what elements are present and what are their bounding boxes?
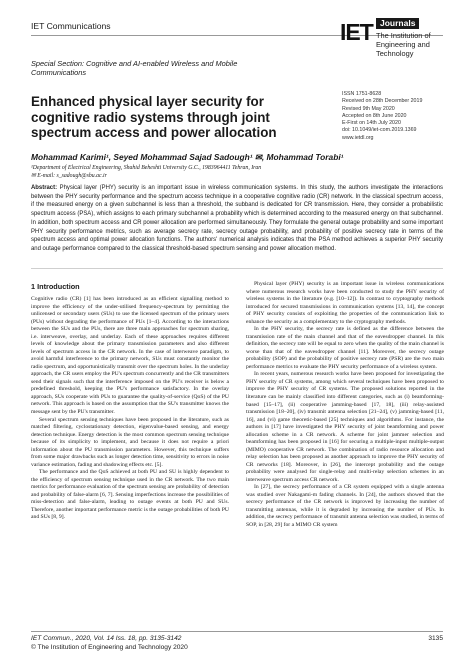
corresponding-email[interactable]: ✉ E-mail: s_sadough@sbu.ac.ir [31,172,107,179]
author-list: Mohammad Karimi¹, Seyed Mohammad Sajad Sadough¹ ✉, Mohammad Torabi¹ [31,152,344,162]
footer-rule [31,631,443,632]
body-paragraph: Cognitive radio (CR) [1] has been introduced as an efficient signalling method to improve the efficiency of the under-utilised frequency-spectrum by permitting the unlicensed or secondary users (SUs) to use the licensed spectrum of the primary users (PUs) without degrading the performance of PUs [1–4]. According to the interactions between the SUs and the PUs, there are three main approaches for spectrum sharing, i.e. interweave, overlay, and underlay. Each of these approaches requires different levels of knowledge about the primary transmission parameters and also different levels of spectrum access in the CR network. In the case of interweave paradigm, to avoid harmful interference to the primary network, SUs must constantly monitor the radio spectrum, and opportunistically transmit over the spectrum holes. In the underlay approach, the CR users employ the PU's spectrum concurrently and the CR transmitters send their signals such that the interference imposed on the PU's receiver is below a predefined threshold, keeping the PU's performance satisfactory. In the overlay approach, SUs cooperate with PUs to guarantee the quality-of-service (QoS) of the PU network. This approach is based on the assumption that the SU's transmitter knows the message sent by the PU's transmitter. [31,296,229,415]
right-column [246,281,444,530]
issn: ISSN 1751-8628 [342,91,382,97]
website[interactable]: www.ietdl.org [342,134,374,141]
journal-name: IET Communications [31,21,111,31]
body-paragraph: Several spectrum sensing techniques have been proposed in the literature, such as matched filtering, cyclostationary detection, eigenvalue-based sensing, and energy detection technique. Energy detection is the most common spectrum sensing technique because of its simplicity to implement, and because it does not require a priori information about the PU transmission parameters. However, this technique suffers from some major drawbacks such as longer detection time, sensitivity to errors in noise variance estimation, fading and shadowing effects etc. [5]. [31,416,229,468]
citation: IET Commun., 2020, Vol. 14 Iss. 18, pp. 3135-3142 [31,635,182,642]
body-paragraph: In recent years, numerous research works have been proposed for investigating the PHY security of CR systems, among which several techniques have been proposed to improve the PHY security of CR systems. The proposed solutions reported in the literature can be mainly classified into different categories, such as (i) beamforming-based [15–17], (ii) cooperative jamming-based [17, 18], (iii) relay-assisted transmission [18–20], (iv) transmit antenna selection [21–24], (v) jamming-based [11, 16], and (vi) game theoretic-based [25] techniques and algorithms. For instance, the authors in [17] have investigated the PHY security of joint beamforming and power allocation scheme in a CR network. A scheme for joint jammer selection and beamforming has been proposed in [16] for securing a multiple-input multiple-output (MIMO) cooperative CR network. The combination of radio resource allocation and relay selection has been proposed as another approach to improve the PHY security of CR networks [18]. Moreover, in [26], the intercept probability and the outage probability were analysed for single-relay and multi-relay selection schemes in an interweave spectrum access CR network. [246,371,444,483]
abstract-text: Physical layer (PHY) security is an important issue in wireless communication systems. In this study, the authors investigate the interactions between the PHY security performance and the spectrum access technique in a cooperative cognitive radio (CR) network. In the classical spectrum access, if the measured energy on a given subchannel is less than a threshold, the subband is dedicated for CR transmission. Here, they consider a probabilistic spectrum access (PSA), which assigns to each primary subchannel a probability which is determined according to the measured energy on that subchannel. In addition, both spectrum access and CR power allocation are performed simultaneously. They formulate the general outage probability and some important PHY security performance metrics, such as average secrecy rate, secrecy outage probability, and probability of positive secrecy rate in terms of the spectrum access and optimal power allocation functions. The authors' numerical analysis indicates that the PSA method achieves a superior PHY security and outage performance compared to the classical threshold-based spectrum sensing and power allocation method. [31,185,444,252]
page-footer [31,635,443,652]
left-column [31,282,229,522]
journals-tag: Journals [376,18,419,29]
body-paragraph: In [27], the secrecy performance of a CR system equipped with a single antenna was studied over Nakagami-m fading channels. In [24], the authors showed that the secrecy performance of the CR network is improved by increasing the number of transmitting antennas, while it is degraded by increasing the number of PUs. In addition, the secrecy performance of transmit antenna selection was studied, in terms of SOP, in [28, 29] for a MIMO CR system [246,484,444,528]
doi[interactable]: doi: 10.1049/iet-com.2019.1369 [342,127,417,134]
section-heading: 1 Introduction [31,282,80,291]
abstract-label: Abstract: [31,185,58,191]
revised-date: Revised 9th May 2020 [342,105,395,112]
special-section: Special Section: Cognitive and AI-enabled Wireless and Mobile Communications [31,59,238,77]
copyright: © The Institution of Engineering and Technology 2020 [31,643,188,651]
iet-journals-logo [340,17,446,57]
body-paragraph: The performance and the QoS achieved at both PU and SU is highly dependent to the efficiency of spectrum sensing technique used in the CR network. The two main metrics for performance evaluation of the spectrum sensing are probability of detection and probability of false-alarm [6, 7]. Sensing imperfections increase the possibilities of miss-detection and false-alarm, leading to outage events at both PU and SUs. Therefore, another important performance metric is the outage probabilities of both PU and SUs [8, 9]. [31,469,229,521]
abstract [31,184,443,254]
institution-name: The Institution of Engineering and Technology [376,31,431,58]
body-paragraph: Physical layer (PHY) security is an important issue in wireless communications where numerous research works have been conducted to study the PHY security of wireless systems in the literature (e.g. [10–12]). In contrast to cryptography methods introduced for secured transmissions in communication systems [13, 14], the concept of PHY security consists of exploiting the properties of the communication link to enhance the security as a complementary to the cryptography methods. [246,281,444,325]
paper-title: Enhanced physical layer security for cognitive radio systems through joint spectrum access and power allocation [31,94,277,140]
efirst-date: E-First on 14th July 2020 [342,120,401,127]
iet-logo-mark: IET [340,19,373,45]
page-number: 3135 [428,635,443,642]
received-date: Received on 28th December 2019 [342,98,423,105]
affiliation: ¹Department of Electrical Engineering, Shahid Beheshti University G.C., 1983964411 Tehran, Iran [31,165,262,171]
abstract-rule [31,268,443,269]
body-paragraph: In the PHY security, the secrecy rate is defined as the difference between the transmission rate of the main channel and that of the eavesdropper channel. In this definition, the secrecy rate will be equal to zero when the quality of the main channel is worse than that of the eavesdropper channel [11]. Moreover, the secrecy outage probability (SOP) and the probability of positive secrecy rate (PSR) are the two main performance metrics to evaluate the PHY security performance of a wireless system. [246,326,444,370]
accepted-date: Accepted on 8th June 2020 [342,112,407,119]
affiliation-block [31,165,451,180]
article-meta [342,91,452,142]
